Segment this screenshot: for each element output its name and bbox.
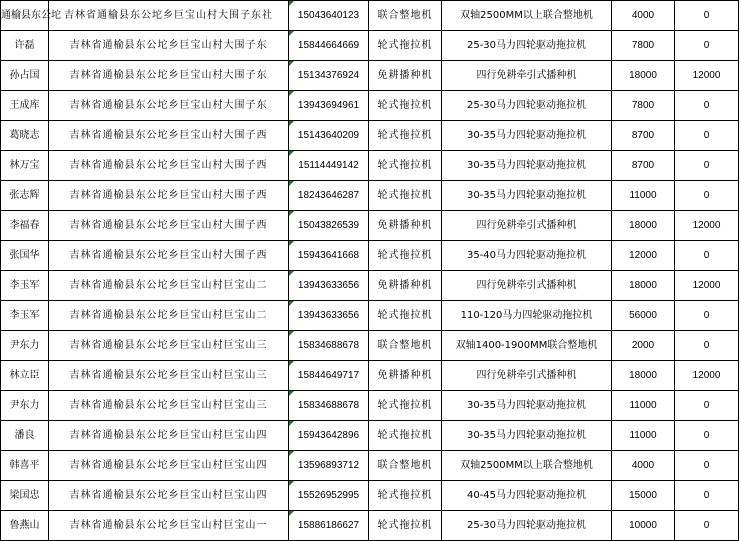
- owner-name-cell[interactable]: 鲁燕山: [1, 511, 49, 541]
- subsidy-cell[interactable]: 0: [675, 301, 739, 331]
- owner-name-cell[interactable]: 梁国忠: [1, 481, 49, 511]
- owner-name-cell[interactable]: 孙占国: [1, 61, 49, 91]
- table-row: [1, 61, 739, 91]
- subsidy-cell[interactable]: 12000: [675, 361, 739, 391]
- table-row: [1, 151, 739, 181]
- address-cell[interactable]: 吉林省通榆县东公坨乡巨宝山村大围子西: [49, 151, 289, 181]
- model-cell[interactable]: 双轴1400-1900MM联合整地机: [442, 331, 612, 361]
- address-cell[interactable]: 吉林省通榆县东公坨乡巨宝山村巨宝山三: [49, 361, 289, 391]
- machine-type-cell[interactable]: 轮式拖拉机: [369, 31, 442, 61]
- machine-type-cell[interactable]: 免耕播种机: [369, 271, 442, 301]
- model-cell[interactable]: 25-30马力四轮驱动拖拉机: [442, 91, 612, 121]
- price-cell[interactable]: 12000: [612, 241, 675, 271]
- table-row: [1, 31, 739, 61]
- model-cell[interactable]: 40-45马力四轮驱动拖拉机: [442, 481, 612, 511]
- price-cell[interactable]: 18000: [612, 61, 675, 91]
- machine-type-cell[interactable]: 轮式拖拉机: [369, 91, 442, 121]
- subsidy-cell[interactable]: 12000: [675, 271, 739, 301]
- owner-name-cell[interactable]: 潘良: [1, 421, 49, 451]
- owner-name-cell[interactable]: 张志辉: [1, 181, 49, 211]
- machine-type-cell[interactable]: 轮式拖拉机: [369, 391, 442, 421]
- machine-type-cell[interactable]: 轮式拖拉机: [369, 121, 442, 151]
- model-cell[interactable]: 四行免耕牵引式播种机: [442, 271, 612, 301]
- address-cell[interactable]: 吉林省通榆县东公坨乡巨宝山村大围子西: [49, 241, 289, 271]
- table-row: [1, 451, 739, 481]
- address-cell[interactable]: 吉林省通榆县东公坨乡巨宝山村巨宝山二: [49, 301, 289, 331]
- table-row: [1, 361, 739, 391]
- model-cell[interactable]: 30-35马力四轮驱动拖拉机: [442, 391, 612, 421]
- address-cell[interactable]: 吉林省通榆县东公坨乡巨宝山村巨宝山四: [49, 421, 289, 451]
- price-cell[interactable]: 56000: [612, 301, 675, 331]
- address-cell[interactable]: 吉林省通榆县东公坨乡巨宝山村大围子东: [49, 31, 289, 61]
- owner-name-cell[interactable]: 尹东力: [1, 391, 49, 421]
- subsidy-cell[interactable]: 0: [675, 391, 739, 421]
- subsidy-cell[interactable]: 0: [675, 31, 739, 61]
- table-row: [1, 391, 739, 421]
- table-row: [1, 241, 739, 271]
- owner-name-cell[interactable]: 林立臣: [1, 361, 49, 391]
- owner-name-cell[interactable]: 韩喜平: [1, 451, 49, 481]
- owner-name-cell[interactable]: 王成库: [1, 91, 49, 121]
- phone-cell[interactable]: 13943694961: [289, 91, 369, 121]
- phone-cell[interactable]: 15834688678: [289, 331, 369, 361]
- price-cell[interactable]: 7800: [612, 31, 675, 61]
- machine-type-cell[interactable]: 免耕播种机: [369, 61, 442, 91]
- table-row: [1, 421, 739, 451]
- subsidy-cell[interactable]: 0: [675, 241, 739, 271]
- subsidy-cell[interactable]: 0: [675, 181, 739, 211]
- address-cell[interactable]: 吉林省通榆县东公坨乡巨宝山村巨宝山三: [49, 331, 289, 361]
- model-cell[interactable]: 25-30马力四轮驱动拖拉机: [442, 511, 612, 541]
- table-row: [1, 511, 739, 541]
- model-cell[interactable]: 四行免耕牵引式播种机: [442, 61, 612, 91]
- phone-cell[interactable]: 15834688678: [289, 391, 369, 421]
- machine-type-cell[interactable]: 免耕播种机: [369, 361, 442, 391]
- price-cell[interactable]: 2000: [612, 331, 675, 361]
- phone-cell[interactable]: 15143640209: [289, 121, 369, 151]
- address-cell[interactable]: 吉林省通榆县东公坨乡巨宝山村大围子西: [49, 121, 289, 151]
- phone-cell[interactable]: 15043826539: [289, 211, 369, 241]
- machine-type-cell[interactable]: 免耕播种机: [369, 211, 442, 241]
- address-cell[interactable]: 吉林省通榆县东公坨乡巨宝山村巨宝山四: [49, 481, 289, 511]
- machine-type-cell[interactable]: 联合整地机: [369, 451, 442, 481]
- model-cell[interactable]: 30-35马力四轮驱动拖拉机: [442, 421, 612, 451]
- machine-type-cell[interactable]: 轮式拖拉机: [369, 151, 442, 181]
- machine-type-cell[interactable]: 轮式拖拉机: [369, 481, 442, 511]
- table-row: [1, 271, 739, 301]
- model-cell[interactable]: 双轴2500MM以上联合整地机: [442, 451, 612, 481]
- owner-name-cell[interactable]: 张国华: [1, 241, 49, 271]
- address-cell[interactable]: 吉林省通榆县东公坨乡巨宝山村巨宝山一: [49, 511, 289, 541]
- subsidy-cell[interactable]: 0: [675, 1, 739, 31]
- subsidy-cell[interactable]: 0: [675, 331, 739, 361]
- model-cell[interactable]: 双轴2500MM以上联合整地机: [442, 1, 612, 31]
- machine-type-cell[interactable]: 联合整地机: [369, 1, 442, 31]
- model-cell[interactable]: 四行免耕牵引式播种机: [442, 211, 612, 241]
- phone-cell[interactable]: 15844649717: [289, 361, 369, 391]
- address-cell[interactable]: 吉林省通榆县东公坨乡巨宝山村巨宝山三: [49, 391, 289, 421]
- table-row: [1, 331, 739, 361]
- owner-name-cell[interactable]: 葛晓志: [1, 121, 49, 151]
- address-cell[interactable]: 吉林省通榆县东公坨乡巨宝山村大围子西: [49, 211, 289, 241]
- table-row: [1, 121, 739, 151]
- address-cell[interactable]: 吉林省通榆县东公坨乡巨宝山村大围子西: [49, 181, 289, 211]
- phone-cell[interactable]: 15043640123: [289, 1, 369, 31]
- phone-cell[interactable]: 13596893712: [289, 451, 369, 481]
- price-cell[interactable]: 10000: [612, 511, 675, 541]
- table-row: [1, 91, 739, 121]
- table-row: [1, 481, 739, 511]
- price-cell[interactable]: 11000: [612, 391, 675, 421]
- price-cell[interactable]: 18000: [612, 211, 675, 241]
- phone-cell[interactable]: 13943633656: [289, 301, 369, 331]
- machine-type-cell[interactable]: 轮式拖拉机: [369, 511, 442, 541]
- owner-name-cell[interactable]: 李玉军: [1, 271, 49, 301]
- subsidy-cell[interactable]: 0: [675, 451, 739, 481]
- price-cell[interactable]: 18000: [612, 271, 675, 301]
- table-row: [1, 1, 739, 31]
- address-cell[interactable]: 吉林省通榆县东公坨乡巨宝山村大围子东: [49, 61, 289, 91]
- model-cell[interactable]: 30-35马力四轮驱动拖拉机: [442, 181, 612, 211]
- price-cell[interactable]: 4000: [612, 451, 675, 481]
- subsidy-cell[interactable]: 0: [675, 151, 739, 181]
- owner-name-cell[interactable]: 通榆县东公坨: [1, 1, 49, 31]
- phone-cell[interactable]: 15943641668: [289, 241, 369, 271]
- phone-cell[interactable]: 18243646287: [289, 181, 369, 211]
- machine-type-cell[interactable]: 轮式拖拉机: [369, 181, 442, 211]
- model-cell[interactable]: 110-120马力四轮驱动拖拉机: [442, 301, 612, 331]
- address-cell[interactable]: 吉林省通榆县东公坨乡巨宝山村巨宝山二: [49, 271, 289, 301]
- price-cell[interactable]: 7800: [612, 91, 675, 121]
- subsidy-cell[interactable]: 12000: [675, 211, 739, 241]
- machine-type-cell[interactable]: 轮式拖拉机: [369, 301, 442, 331]
- table-row: [1, 301, 739, 331]
- address-cell[interactable]: 吉林省通榆县东公坨乡巨宝山村大围子东: [49, 91, 289, 121]
- phone-cell[interactable]: 13943633656: [289, 271, 369, 301]
- address-cell[interactable]: 吉林省通榆县东公坨乡巨宝山村大围子东社: [49, 1, 289, 31]
- owner-name-cell[interactable]: 林万宝: [1, 151, 49, 181]
- price-cell[interactable]: 11000: [612, 181, 675, 211]
- phone-cell[interactable]: 15943642896: [289, 421, 369, 451]
- subsidy-cell[interactable]: 0: [675, 91, 739, 121]
- model-cell[interactable]: 30-35马力四轮驱动拖拉机: [442, 121, 612, 151]
- owner-name-cell[interactable]: 尹东力: [1, 331, 49, 361]
- price-cell[interactable]: 18000: [612, 361, 675, 391]
- subsidy-cell[interactable]: 12000: [675, 61, 739, 91]
- phone-cell[interactable]: 15134376924: [289, 61, 369, 91]
- phone-cell[interactable]: 15844664669: [289, 31, 369, 61]
- address-cell[interactable]: 吉林省通榆县东公坨乡巨宝山村巨宝山四: [49, 451, 289, 481]
- price-cell[interactable]: 4000: [612, 1, 675, 31]
- machine-type-cell[interactable]: 轮式拖拉机: [369, 421, 442, 451]
- machine-type-cell[interactable]: 联合整地机: [369, 331, 442, 361]
- phone-cell[interactable]: 15114449142: [289, 151, 369, 181]
- subsidy-cell[interactable]: 0: [675, 121, 739, 151]
- subsidy-cell[interactable]: 0: [675, 481, 739, 511]
- owner-name-cell[interactable]: 许磊: [1, 31, 49, 61]
- owner-name-cell[interactable]: 李玉军: [1, 301, 49, 331]
- model-cell[interactable]: 35-40马力四轮驱动拖拉机: [442, 241, 612, 271]
- price-cell[interactable]: 8700: [612, 151, 675, 181]
- owner-name-cell[interactable]: 李福春: [1, 211, 49, 241]
- machine-type-cell[interactable]: 轮式拖拉机: [369, 241, 442, 271]
- table-row: [1, 181, 739, 211]
- subsidy-cell[interactable]: 0: [675, 511, 739, 541]
- price-cell[interactable]: 15000: [612, 481, 675, 511]
- phone-cell[interactable]: 15526952995: [289, 481, 369, 511]
- model-cell[interactable]: 四行免耕牵引式播种机: [442, 361, 612, 391]
- model-cell[interactable]: 30-35马力四轮驱动拖拉机: [442, 151, 612, 181]
- price-cell[interactable]: 8700: [612, 121, 675, 151]
- price-cell[interactable]: 11000: [612, 421, 675, 451]
- phone-cell[interactable]: 15886186627: [289, 511, 369, 541]
- table-row: [1, 211, 739, 241]
- model-cell[interactable]: 25-30马力四轮驱动拖拉机: [442, 31, 612, 61]
- subsidy-cell[interactable]: 0: [675, 421, 739, 451]
